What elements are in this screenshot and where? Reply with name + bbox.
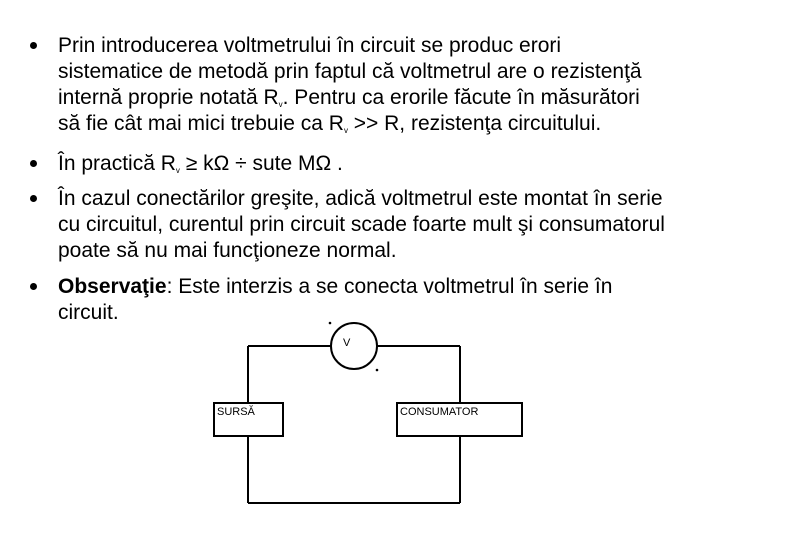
voltmeter-label: V (343, 337, 351, 349)
text-line: cu circuitul, curentul prin circuit scade foarte mult şi consumatorul (58, 213, 665, 236)
text-run: ≥ kΩ ÷ sute MΩ . (179, 152, 343, 175)
subscript: v (343, 126, 348, 135)
consumer-label: CONSUMATOR (400, 406, 479, 418)
voltmeter-circle (331, 323, 377, 369)
text-run: . Pentru ca erorile făcute în măsurători (282, 86, 640, 109)
text-line: circuit. (58, 301, 119, 324)
text-line: În cazul conectărilor greşite, adică voltmetrul este montat în serie (58, 187, 663, 210)
text-run: internă proprie notată R (58, 86, 279, 109)
text-line: poate să nu mai funcţioneze normal. (58, 239, 397, 262)
bold-term: Observaţie (58, 275, 167, 298)
subscript: v (175, 166, 180, 175)
terminal-dot (376, 369, 379, 372)
text-run: să fie cât mai mici trebuie ca R (58, 112, 344, 135)
subscript: v (278, 100, 283, 109)
terminal-dot (329, 322, 332, 325)
source-label: SURSĂ (217, 406, 255, 418)
text-run: >> R, rezistenţa circuitului. (347, 112, 602, 135)
text-line: sistematice de metodă prin faptul că voltmetrul are o rezistenţă (58, 60, 642, 83)
text-run: : Este interzis a se conecta voltmetrul în serie în (166, 275, 613, 298)
text-line: Prin introducerea voltmetrului în circuit se produc erori (58, 34, 562, 57)
text-run: În practică R (58, 152, 176, 175)
